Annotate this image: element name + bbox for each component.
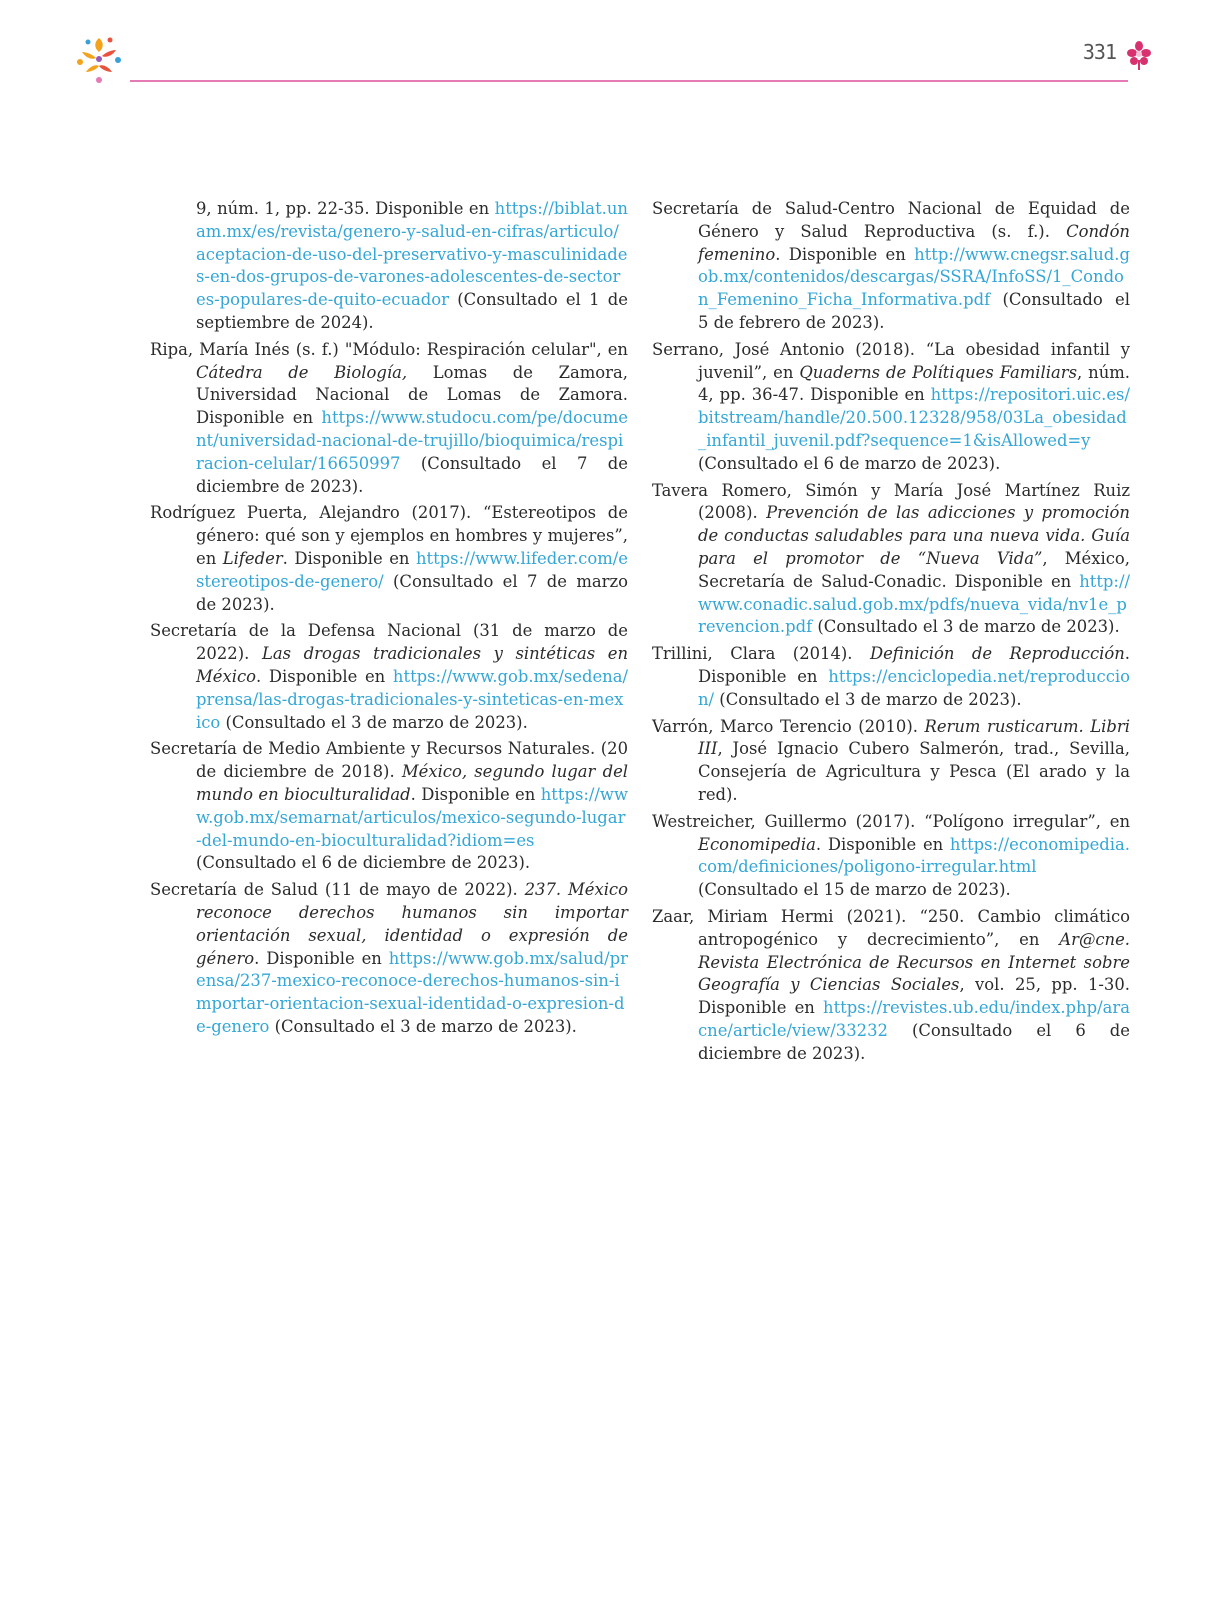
reference-entry: Tavera Romero, Simón y María José Martínez Ruiz (2008). Prevención de las adicciones y promoción de conductas saludables para una nueva vida. Guía para el promotor de “Nueva Vida”, México, Secretaría de Salud-Conadic. Disponible en http://www.conadic.salud.gob.mx/pdfs/nueva_vida/nv1e_prevencion.pdf (Consultado el 3 de marzo de 2023). [652, 480, 1130, 637]
reference-link[interactable]: https://revistes.ub.edu/index.php/aracne/article/view/33232 [698, 998, 1130, 1040]
reference-link[interactable]: https://www.gob.mx/salud/prensa/237-mexico-reconoce-derechos-humanos-sin-importar-orientacion-sexual-identidad-o-expresion-de-genero [196, 948, 628, 1036]
reference-entry: 9, núm. 1, pp. 22-35. Disponible en https://biblat.unam.mx/es/revista/genero-y-salud-en-cifras/articulo/aceptacion-de-uso-del-preservativo-y-masculinidades-en-dos-grupos-de-varones-adolescentes-de-sectores-populares-de-quito-ecuador (Consultado el 1 de septiembre de 2024). [196, 199, 628, 332]
reference-entry: Secretaría de Salud-Centro Nacional de Equidad de Género y Salud Reproductiva (s. f.). Condón femenino. Disponible en http://www.cnegsr.salud.gob.mx/contenidos/descargas/SSRA/InfoSS/1_Condon_Femenino_Ficha_Informativa.pdf (Consultado el 5 de febrero de 2023). [652, 199, 1130, 332]
reference-entry: Secretaría de Salud (11 de mayo de 2022). 237. México reconoce derechos humanos sin importar orientación sexual, identidad o expresión de género. Disponible en https://www.gob.mx/salud/prensa/237-mexico-reconoce-derechos-humanos-sin-importar-orientacion-sexual-identidad-o-expresion-de-genero (Consultado el 3 de marzo de 2023). [150, 880, 628, 1036]
reference-entry: Westreicher, Guillermo (2017). “Polígono irregular”, en Economipedia. Disponible en https://economipedia.com/definiciones/poligono-irregular.html (Consultado el 15 de marzo de 2023). [652, 811, 1130, 900]
reference-entry: Secretaría de la Defensa Nacional (31 de marzo de 2022). Las drogas tradicionales y sintéticas en México. Disponible en https://www.gob.mx/sedena/prensa/las-drogas-tradicionales-y-sinteticas-en-mexico (Consultado el 3 de marzo de 2023). [150, 621, 629, 732]
reference-link[interactable]: https://www.lifeder.com/estereotipos-de-genero/ [196, 548, 628, 591]
flower-icon [1126, 40, 1152, 70]
reference-entry: Serrano, José Antonio (2018). “La obesidad infantil y juvenil”, en Quaderns de Polítiques Familiars, núm. 4, pp. 36-47. Disponible en https://repositori.uic.es/bitstream/handle/20.500.12328/958/03La_obesidad_infantil_juvenil.pdf?sequence=1&isAllowed=y (Consultado el 6 de marzo de 2023). [652, 339, 1130, 473]
page-number: 331 [1082, 40, 1116, 64]
publication-logo [72, 32, 126, 86]
reference-link[interactable]: https://www.gob.mx/semarnat/articulos/mexico-segundo-lugar-del-mundo-en-bioculturalidad?idiom=es [196, 784, 628, 850]
reference-entry: Varrón, Marco Terencio (2010). Rerum rusticarum. Libri III, José Ignacio Cubero Salmerón, trad., Sevilla, Consejería de Agricultura y Pesca (El arado y la red). [652, 716, 1130, 804]
references-left-column [150, 198, 628, 1043]
reference-link[interactable]: https://repositori.uic.es/bitstream/handle/20.500.12328/958/03La_obesidad_infantil_juvenil.pdf?sequence=1&isAllowed=y [698, 385, 1130, 450]
references-right-column [652, 198, 1130, 1069]
reference-link[interactable]: http://www.conadic.salud.gob.mx/pdfs/nueva_vida/nv1e_prevencion.pdf [698, 571, 1130, 637]
reference-entry: Zaar, Miriam Hermi (2021). “250. Cambio climático antropogénico y decrecimiento”, en Ar@cne. Revista Electrónica de Recursos en Internet sobre Geografía y Ciencias Sociales, vol. 25, pp. 1-30. Disponible en https://revistes.ub.edu/index.php/aracne/article/view/33232 (Consultado el 6 de diciembre de 2023). [652, 906, 1130, 1063]
reference-entry: Ripa, María Inés (s. f.) "Módulo: Respiración celular", en Cátedra de Biología, Lomas de Zamora, Universidad Nacional de Lomas de Zamora. Disponible en https://www.studocu.com/pe/document/universidad-nacional-de-trujillo/bioquimica/respiracion-celular/16650997 (Consultado el 7 de diciembre de 2023). [150, 339, 628, 496]
reference-entry: Rodríguez Puerta, Alejandro (2017). “Estereotipos de género: qué son y ejemplos en hombres y mujeres”, en Lifeder. Disponible en https://www.lifeder.com/estereotipos-de-genero/ (Consultado el 7 de marzo de 2023). [150, 503, 628, 614]
reference-entry: Trillini, Clara (2014). Definición de Reproducción. Disponible en https://enciclopedia.net/reproduccion/ (Consultado el 3 de marzo de 2023). [652, 644, 1131, 709]
reference-link[interactable]: https://www.gob.mx/sedena/prensa/las-drogas-tradicionales-y-sinteticas-en-mexico [196, 666, 628, 732]
reference-link[interactable]: https://www.studocu.com/pe/document/universidad-nacional-de-trujillo/bioquimica/respiracion-celular/16650997 [196, 408, 628, 473]
reference-link[interactable]: http://www.cnegsr.salud.gob.mx/contenidos/descargas/SSRA/InfoSS/1_Condon_Femenino_Ficha_Informativa.pdf [698, 244, 1130, 310]
reference-entry: Secretaría de Medio Ambiente y Recursos Naturales. (20 de diciembre de 2018). México, segundo lugar del mundo en bioculturalidad. Disponible en https://www.gob.mx/semarnat/articulos/mexico-segundo-lugar-del-mundo-en-bioculturalidad?idiom=es (Consultado el 6 de diciembre de 2023). [150, 739, 629, 873]
reference-link[interactable]: https://enciclopedia.net/reproduccion/ [698, 666, 1130, 709]
header-rule [130, 80, 1128, 82]
reference-link[interactable]: https://biblat.unam.mx/es/revista/genero-y-salud-en-cifras/articulo/aceptacion-de-uso-del-preservativo-y-masculinidades-en-dos-grupos-de-varones-adolescentes-de-sectores-populares-de-quito-ecuador [196, 199, 628, 310]
reference-link[interactable]: https://economipedia.com/definiciones/poligono-irregular.html [698, 834, 1130, 877]
